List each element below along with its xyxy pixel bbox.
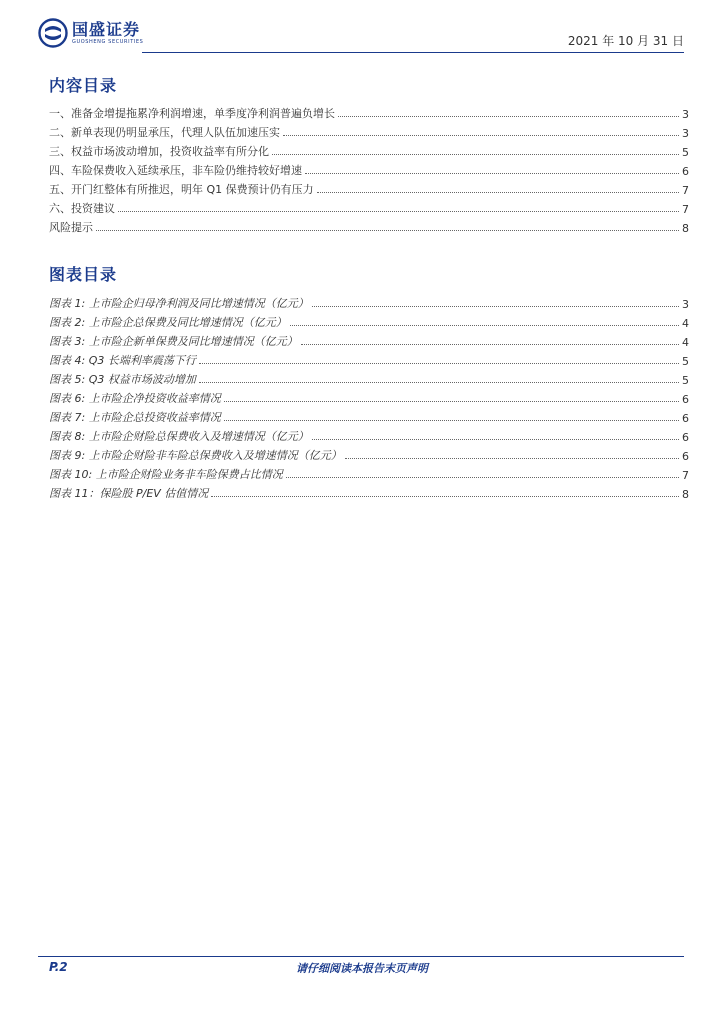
dot-leader [224, 420, 679, 421]
contents-entry[interactable] [49, 159, 689, 178]
dot-leader [312, 306, 679, 307]
contents-entry-label: 五、开门红整体有所推迟，明年 Q1 保费预计仍有压力 [49, 183, 314, 196]
figure-entry-label: 图表 9: 上市险企财险非车险总保费收入及增速情况（亿元） [49, 449, 342, 462]
dot-leader [272, 154, 679, 155]
dot-leader [211, 496, 679, 497]
figure-entry-label: 图表 3: 上市险企新单保费及同比增速情况（亿元） [49, 335, 298, 348]
contents-list [49, 102, 689, 235]
disclaimer-note: 请仔细阅读本报告末页声明 [296, 962, 428, 975]
dot-leader [305, 173, 679, 174]
figure-entry[interactable] [49, 482, 689, 501]
contents-entry-page: 8 [682, 222, 689, 235]
figures-list [49, 292, 689, 501]
page-number: P.2 [49, 960, 68, 974]
contents-entry[interactable] [49, 102, 689, 121]
figure-entry[interactable] [49, 463, 689, 482]
contents-entry-label: 六、投资建议 [49, 202, 115, 215]
figure-entry-page: 5 [682, 355, 689, 368]
figure-entry[interactable] [49, 368, 689, 387]
figure-entry-label: 图表 8: 上市险企财险总保费收入及增速情况（亿元） [49, 430, 309, 443]
figure-entry-page: 6 [682, 431, 689, 444]
contents-entry-page: 6 [682, 165, 689, 178]
figure-entry-page: 6 [682, 412, 689, 425]
contents-entry-page: 3 [682, 127, 689, 140]
dot-leader [345, 458, 679, 459]
dot-leader [312, 439, 679, 440]
page-header [38, 18, 684, 54]
logo-name-en: GUOSHENG SECURITIES [72, 38, 144, 45]
contents-entry-page: 5 [682, 146, 689, 159]
figure-entry-page: 3 [682, 298, 689, 311]
contents-entry-label: 四、车险保费收入延续承压，非车险仍维持较好增速 [49, 164, 302, 177]
report-date: 2021 年 10 月 31 日 [567, 34, 684, 48]
figure-entry[interactable] [49, 330, 689, 349]
contents-entry-label: 一、准备金增提拖累净利润增速，单季度净利润普遍负增长 [49, 107, 335, 120]
figure-entry-label: 图表 1: 上市险企归母净利润及同比增速情况（亿元） [49, 297, 309, 310]
dot-leader [224, 401, 679, 402]
contents-entry-page: 7 [682, 203, 689, 216]
contents-entry-label: 风险提示 [49, 221, 93, 234]
figure-entry[interactable] [49, 406, 689, 425]
contents-entry-label: 三、权益市场波动增加，投资收益率有所分化 [49, 145, 269, 158]
figure-entry-page: 4 [682, 336, 689, 349]
figure-entry-label: 图表 10: 上市险企财险业务非车险保费占比情况 [49, 468, 283, 481]
figure-entry-label: 图表 5: Q3 权益市场波动增加 [49, 373, 196, 386]
dot-leader [199, 382, 679, 383]
dot-leader [118, 211, 679, 212]
contents-title: 内容目录 [49, 76, 118, 95]
dot-leader [286, 477, 679, 478]
figure-entry-page: 6 [682, 393, 689, 406]
figure-entry-page: 6 [682, 450, 689, 463]
figure-entry[interactable] [49, 425, 689, 444]
dot-leader [199, 363, 679, 364]
dot-leader [338, 116, 679, 117]
figure-entry-page: 4 [682, 317, 689, 330]
contents-entry-label: 二、新单表现仍明显承压，代理人队伍加速压实 [49, 126, 280, 139]
figure-entry[interactable] [49, 292, 689, 311]
figure-entry-label: 图表 11：保险股 P/EV 估值情况 [49, 487, 209, 500]
figure-entry[interactable] [49, 349, 689, 368]
dot-leader [301, 344, 679, 345]
header-divider [142, 52, 684, 53]
contents-entry[interactable] [49, 121, 689, 140]
figure-entry[interactable] [49, 387, 689, 406]
contents-entry-page: 3 [682, 108, 689, 121]
contents-entry[interactable] [49, 178, 689, 197]
footer-divider [38, 956, 684, 957]
dot-leader [96, 230, 679, 231]
figure-entry-label: 图表 2: 上市险企总保费及同比增速情况（亿元） [49, 316, 287, 329]
guosheng-logo-icon [38, 18, 68, 48]
figures-title: 图表目录 [49, 265, 118, 284]
logo-name: 国盛证券 [72, 19, 141, 39]
figure-entry[interactable] [49, 311, 689, 330]
dot-leader [317, 192, 679, 193]
figure-entry-label: 图表 4: Q3 长端利率震荡下行 [49, 354, 196, 367]
figure-entry-label: 图表 6: 上市险企净投资收益率情况 [49, 392, 221, 405]
figure-entry[interactable] [49, 444, 689, 463]
dot-leader [290, 325, 679, 326]
contents-entry-page: 7 [682, 184, 689, 197]
contents-entry[interactable] [49, 216, 689, 235]
dot-leader [283, 135, 679, 136]
contents-entry[interactable] [49, 197, 689, 216]
figure-entry-label: 图表 7: 上市险企总投资收益率情况 [49, 411, 221, 424]
figure-entry-page: 8 [682, 488, 689, 501]
contents-entry[interactable] [49, 140, 689, 159]
figure-entry-page: 7 [682, 469, 689, 482]
logo [38, 18, 143, 48]
figure-entry-page: 5 [682, 374, 689, 387]
